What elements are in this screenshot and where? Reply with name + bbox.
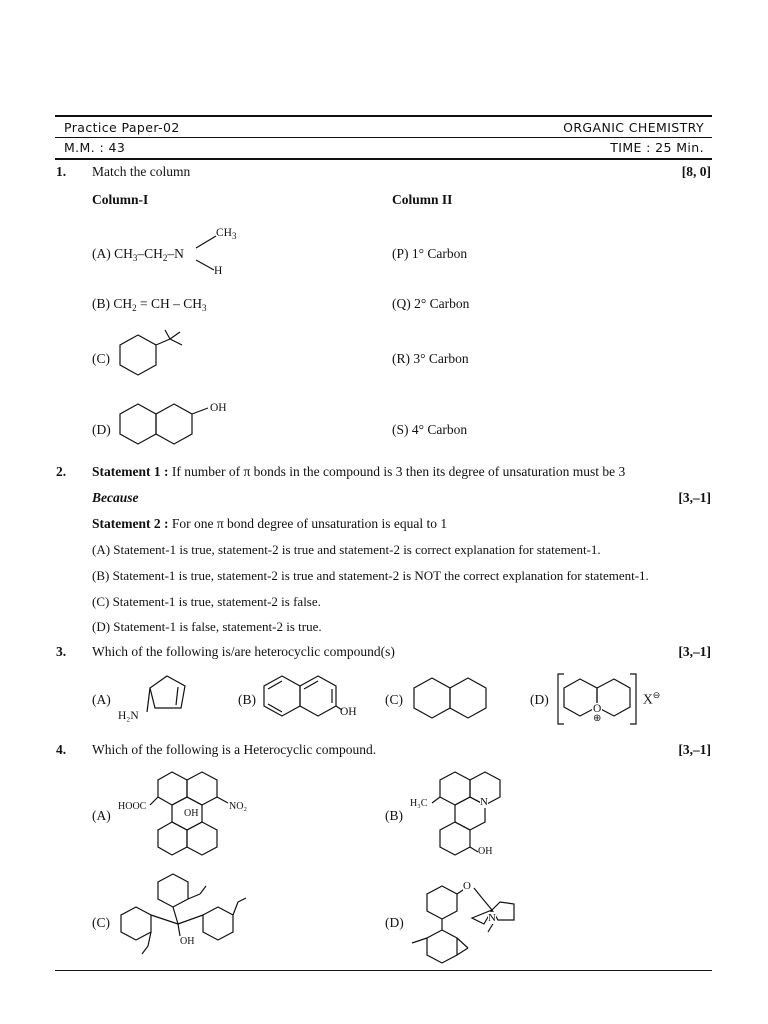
paper-title: Practice Paper-02 — [64, 120, 180, 135]
q3-a-h2n-label: H₂N — [118, 710, 139, 722]
time-limit: TIME : 25 Min. — [610, 140, 704, 155]
q1-column-2-heading: Column II — [392, 192, 453, 207]
subject-title: ORGANIC CHEMISTRY — [563, 120, 704, 135]
q2-number: 2. — [56, 464, 67, 479]
q4-option-d[interactable]: (D) — [385, 915, 404, 930]
q2-statement-2: Statement 2 : For one π bond degree of unsaturation is equal to 1 — [92, 516, 448, 531]
q4-b-oh-label: OH — [478, 846, 493, 857]
q4-option-c[interactable]: (C) — [92, 915, 110, 930]
q4-option-b[interactable]: (B) — [385, 808, 403, 823]
q2-option-b[interactable]: (B) Statement-1 is true, statement-2 is true and statement-2 is NOT the correct explanation for statement-1. — [92, 568, 649, 583]
q4-d-nitrogen-label: N — [488, 912, 496, 924]
q4-c-oh-label: OH — [180, 936, 195, 947]
q1-number: 1. — [56, 164, 67, 179]
footer-rule — [55, 970, 712, 971]
q1-option-b: (B) $CH_2$ = CH – $CH_3$ — [92, 296, 207, 313]
q4-marks: [3,–1] — [678, 742, 711, 757]
q3-c-decalin — [412, 678, 492, 722]
q4-d-oxygen-label: O — [463, 880, 471, 892]
q3-number: 3. — [56, 644, 67, 659]
q3-option-a[interactable]: (A) — [92, 692, 111, 707]
q4-option-a[interactable]: (A) — [92, 808, 111, 823]
q2-marks: [3,–1] — [678, 490, 711, 505]
q3-marks: [3,–1] — [678, 644, 711, 659]
q2-option-a[interactable]: (A) Statement-1 is true, statement-2 is true and statement-2 is correct explanation for statement-1. — [92, 542, 601, 557]
q4-c-tricyclohexyl-carbinol — [118, 872, 248, 962]
q4-a-no2-label: NO₂ — [229, 801, 247, 812]
q3-d-oxygen-label: O — [593, 703, 602, 715]
q1-option-p: (P) 1° Carbon — [392, 246, 468, 261]
q1-text: Match the column — [92, 164, 191, 179]
q2-option-c[interactable]: (C) Statement-1 is true, statement-2 is false. — [92, 594, 321, 609]
q1-option-r: (R) 3° Carbon — [392, 351, 469, 366]
header-mid-rule — [55, 137, 712, 138]
q1-option-s: (S) 4° Carbon — [392, 422, 468, 437]
q1-column-1-heading: Column-I — [92, 192, 149, 207]
q1-a-ch3-label: $CH_3$ — [216, 227, 237, 241]
header-top-rule — [55, 115, 712, 117]
q1-marks: [8, 0] — [681, 164, 711, 179]
q4-number: 4. — [56, 742, 67, 757]
max-marks: M.M. : 43 — [64, 140, 126, 155]
q2-statement-1: Statement 1 : If number of π bonds in the compound is 3 then its degree of unsaturation must be 3 — [92, 464, 626, 479]
q4-b-alkaloid-structure — [430, 770, 510, 860]
q1-d-decalol — [118, 404, 218, 448]
q1-option-a: (A) $CH_3-CH_2-N$ — [92, 246, 184, 263]
q3-d-counterion: X⊖ — [643, 690, 661, 707]
q4-a-hooc-label: HOOC — [118, 801, 147, 812]
q3-text: Which of the following is/are heterocyclic compound(s) — [92, 644, 395, 659]
q2-option-d[interactable]: (D) Statement-1 is false, statement-2 is true. — [92, 619, 322, 634]
q1-a-h-label: H — [214, 265, 223, 277]
q4-d-azaspiro-structure — [410, 880, 530, 968]
q1-option-d: (D) — [92, 422, 111, 437]
q1-c-tert-butylcyclohexane — [118, 330, 188, 382]
q3-b-oh-label: OH — [340, 706, 357, 718]
q3-b-naphthol — [262, 676, 352, 720]
q4-b-h3c-label: H₃C — [410, 798, 428, 809]
q1-d-oh-label: OH — [210, 402, 227, 414]
q2-because: Because — [92, 490, 139, 505]
q1-option-q: (Q) 2° Carbon — [392, 296, 470, 311]
q4-a-oh-label: OH — [184, 808, 199, 819]
q3-option-c[interactable]: (C) — [385, 692, 403, 707]
q4-text: Which of the following is a Heterocyclic compound. — [92, 742, 377, 757]
q1-option-c: (C) — [92, 351, 110, 366]
q3-option-b[interactable]: (B) — [238, 692, 256, 707]
q3-a-cyclopentenylamine — [145, 676, 195, 716]
header-bottom-rule — [55, 158, 712, 160]
q3-option-d[interactable]: (D) — [530, 692, 549, 707]
q3-d-positive-charge-icon: ⊕ — [593, 713, 602, 724]
q4-b-nitrogen-label: N — [480, 796, 488, 808]
